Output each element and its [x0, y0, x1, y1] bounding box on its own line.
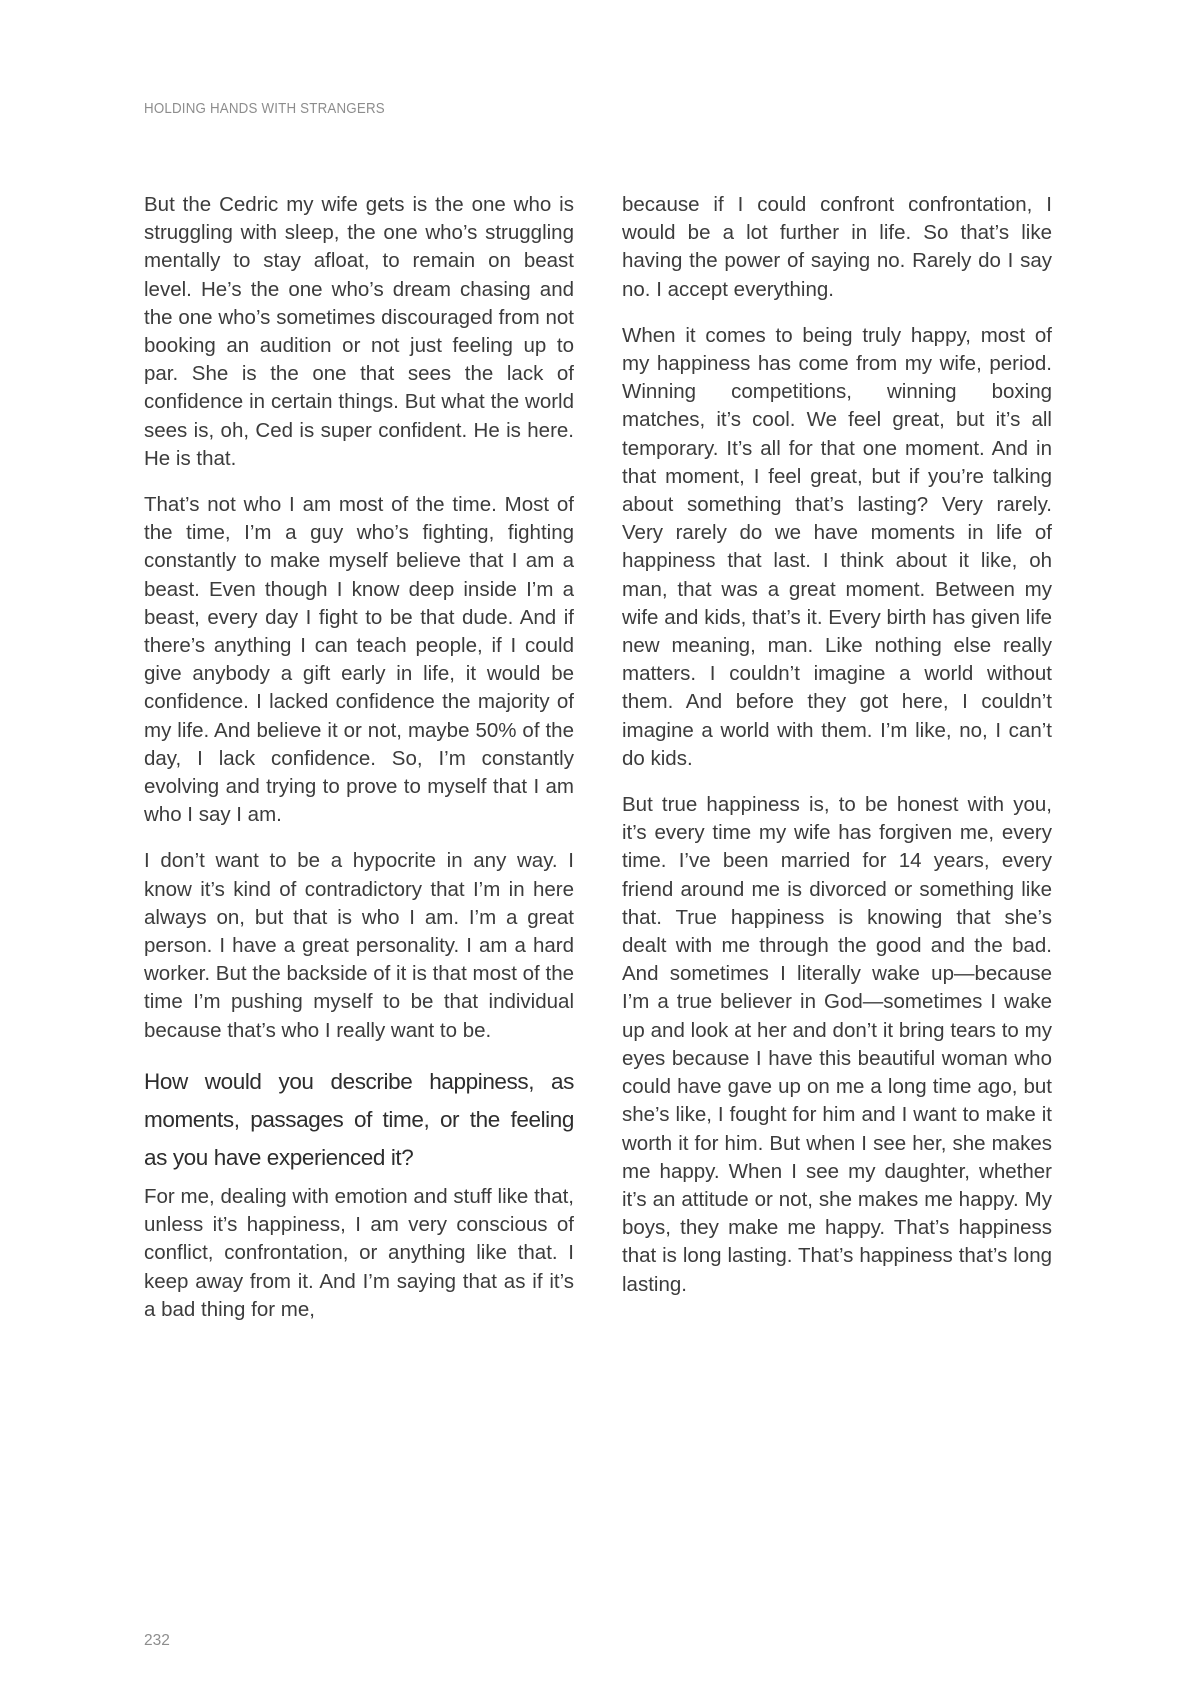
answer-paragraph: For me, dealing with emotion and stuff like that, unless it’s happiness, I am very conscious of conflict, confrontation, or anything like that. I keep away from it. And I’m saying that as if it’s a bad thing for me, [144, 1184, 574, 1321]
body-paragraph: But the Cedric my wife gets is the one who is struggling with sleep, the one who’s struggling mentally to stay afloat, to remain on beast level. He’s the one who’s dream chasing and the one who’s sometimes discouraged from not booking an audition or not just feeling up to par. She is the one that sees the lack of confidence in certain things. But what the world sees is, oh, Ced is super confident. He is here. He is that. [144, 193, 574, 470]
body-paragraph: When it comes to being truly happy, most of my happiness has come from my wife, period. Winning competitions, winning boxing matches, it’s cool. We feel great, but it’s all temporary. It’s all for that one moment. And in that moment, I feel great, but if you’re talking about something that’s lasting? Very rarely. Very rarely do we have moments in life of happiness that last. I think about it like, oh man, that was a great moment. Between my wife and kids, that’s it. Every birth has given life new meaning, man. Like nothing else really matters. I couldn’t imagine a world without them. And before they got here, I couldn’t imagine a world with them. I’m like, no, I can’t do kids. [622, 323, 1052, 770]
interview-question: How would you describe happiness, as moments, passages of time, or the feeling as you have experienced it? [144, 1068, 574, 1170]
body-paragraph: That’s not who I am most of the time. Most of the time, I’m a guy who’s fighting, fighting constantly to make myself believe that I am a beast. Even though I know deep inside I’m a beast, every day I fight to be that dude. And if there’s anything I can teach people, if I could give anybody a gift early in life, it would be confidence. I lacked confidence the majority of my life. And believe it or not, maybe 50% of the day, I lack confidence. So, I’m constantly evolving and trying to prove to myself that I am who I say I am. [144, 493, 574, 827]
page-number: 232 [144, 1632, 170, 1649]
body-paragraph: But true happiness is, to be honest with you, it’s every time my wife has forgiven me, every time. I’ve been married for 14 years, every friend around me is divorced or something like that. True happiness is knowing that she’s dealt with me through the good and the bad. And sometimes I literally wake up—because I’m a true believer in God—sometimes I wake up and look at her and don’t it bring tears to my eyes because I have this beautiful woman who could have gave up on me a long time ago, but she’s like, I fought for him and I want to make it worth it for him. But when I see her, she makes me happy. When I see my daughter, whether it’s an attitude or not, she makes me happy. My boys, they make me happy. That’s happiness that is long lasting. That’s happiness that’s long lasting. [622, 793, 1052, 1296]
body-paragraph: I don’t want to be a hypocrite in any way. I know it’s kind of contradictory that I’m in here always on, but that is who I am. I’m a great person. I have a great personality. I am a hard worker. But the backside of it is that most of the time I’m pushing myself to be that individual because that’s who I really want to be. [144, 849, 574, 1042]
right-text-column [622, 191, 1052, 1317]
body-paragraph: because if I could confront confrontation, I would be a lot further in life. So that’s like having the power of saying no. Rarely do I say no. I accept everything. [622, 193, 1052, 301]
running-head-title: HOLDING HANDS WITH STRANGERS [144, 101, 385, 117]
left-text-column [144, 191, 574, 1342]
